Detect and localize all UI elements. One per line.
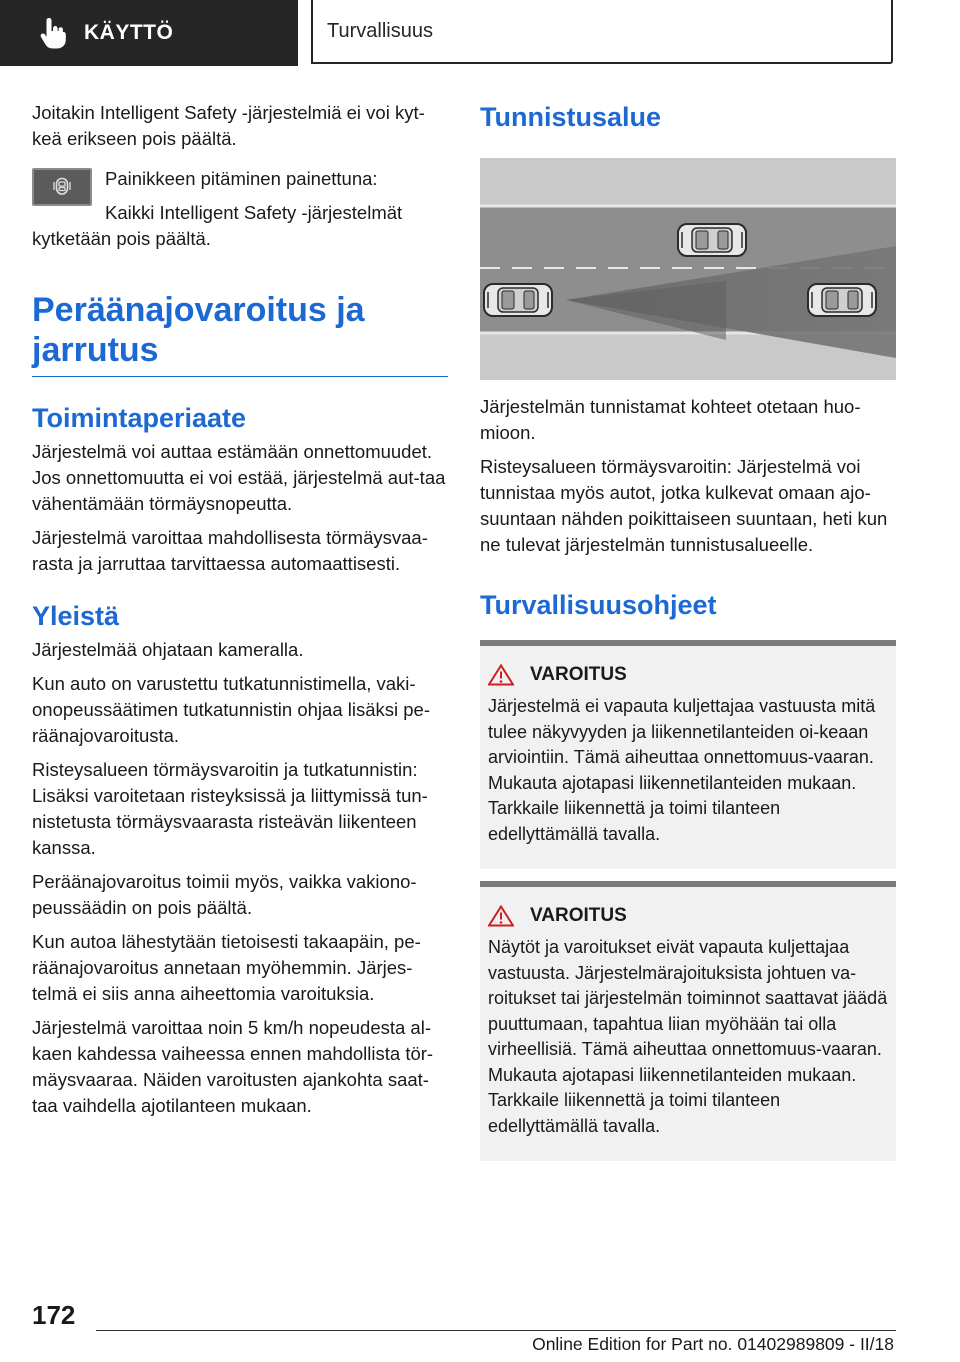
button-text-2: Kaikki Intelligent Safety -järjestelmät kytketään pois päältä. (32, 202, 403, 249)
main-heading: Peräänajovaroitus ja jarrutus (32, 290, 448, 377)
intro-paragraph: Joitakin Intelligent Safety -järjestelmiä ei voi kyt-keä erikseen pois päältä. (32, 102, 425, 149)
warning-title-1: VAROITUS (530, 664, 627, 685)
general-paragraph-5: Kun autoa lähestytään tietoisesti takaapäin, pe-räänajovaroitus annetaan myöhemmin. Järjes-telmä ei siis anna aiheettomia varoituksia. (32, 931, 421, 1004)
chapter-tab (0, 0, 298, 66)
detection-paragraph-1: Järjestelmän tunnistamat kohteet otetaan huo-mioon. (480, 396, 861, 443)
principle-paragraph-1: Järjestelmä voi auttaa estämään onnettomuudet. Jos onnettomuutta ei voi estää, järjestelmä aut-taa vähentämään törmäysnopeutta. (32, 441, 446, 514)
warning-text-2: Näytöt ja varoitukset eivät vapauta kuljettajaa vastuusta. Järjestelmärajoituksista johtuen va-roitukset tai järjestelmän toiminnot saattavat jäädä puuttumaan, tapahtua liian myöhään tai olla virheellisiä. Tämä aiheuttaa onnettomuus-vaaran. Mukauta ajotapasi liikennetilanteiden mukaan. Tarkkaile liikennettä ja toimi tilanteen edellyttämällä tavalla. (488, 937, 888, 1136)
button-text-1: Painikkeen pitäminen painettuna: (105, 168, 378, 189)
general-paragraph-1: Järjestelmää ohjataan kameralla. (32, 639, 304, 660)
left-column (32, 100, 448, 1127)
heading-general: Yleistä (32, 601, 120, 631)
general-paragraph-2: Kun auto on varustettu tutkatunnistimella, vaki-onopeussäätimen tutkatunnistin ohjaa lisäksi pe-räänajovaroitusta. (32, 673, 430, 746)
intelligent-safety-button-icon (51, 176, 73, 198)
page-number: 172 (32, 1300, 76, 1330)
general-paragraph-6: Järjestelmä varoittaa noin 5 km/h nopeudesta al-kaen kahdessa vaiheessa ennen mahdollista tör-mäysvaaraa. Näiden varoitusten ajankohta saat-taa vaihdella ajotilanteen mukaan. (32, 1017, 434, 1116)
footer-edition: Online Edition for Part no. 01402989809 - II/18 (532, 1334, 894, 1354)
intelligent-safety-button (32, 168, 92, 206)
car-icon (484, 284, 552, 316)
button-instruction (32, 166, 448, 252)
heading-detection: Tunnistusalue (480, 102, 662, 132)
warning-title-2: VAROITUS (530, 905, 627, 926)
detection-area-diagram (480, 158, 896, 380)
footer-divider (96, 1330, 896, 1331)
principle-paragraph-2: Järjestelmä varoittaa mahdollisesta törmäysvaa-rasta ja jarruttaa tarvittaessa automaattisesti. (32, 527, 428, 574)
heading-safety: Turvallisuusohjeet (480, 590, 717, 620)
detection-paragraph-2: Risteysalueen törmäysvaroitin: Järjestelmä voi tunnistaa myös autot, jotka kulkevat omaan ajo-suuntaan nähden poikittaiseen suuntaan, heti kun ne tulevat järjestelmän tunnistusalueelle. (480, 456, 888, 555)
hand-pointer-icon (38, 16, 68, 50)
section-title: Turvallisuus (311, 0, 893, 64)
warning-box-1 (480, 640, 896, 869)
car-icon (808, 284, 876, 316)
warning-text-1: Järjestelmä ei vapauta kuljettajaa vastuusta mitä tulee näkyvyyden ja liikennetilanteiden oi-keaan arviointiin. Tämä aiheuttaa onnettomuus-vaaran. Mukauta ajotapasi liikennetilanteiden mukaan. Tarkkaile liikennettä ja toimi tilanteen edellyttämällä tavalla. (488, 696, 876, 844)
right-column (480, 100, 896, 1173)
heading-principle: Toimintaperiaate (32, 403, 247, 433)
general-paragraph-4: Peräänajovaroitus toimii myös, vaikka vakiono-peussäädin on pois päältä. (32, 871, 417, 918)
warning-triangle-icon (488, 664, 514, 686)
chapter-label: KÄYTTÖ (84, 21, 174, 44)
car-icon (678, 224, 746, 256)
warning-box-2 (480, 881, 896, 1161)
general-paragraph-3: Risteysalueen törmäysvaroitin ja tutkatunnistin: Lisäksi varoitetaan risteyksissä ja liittymissä tun-nistetusta törmäysvaarasta risteävän liikenteen kanssa. (32, 759, 428, 858)
warning-triangle-icon (488, 905, 514, 927)
